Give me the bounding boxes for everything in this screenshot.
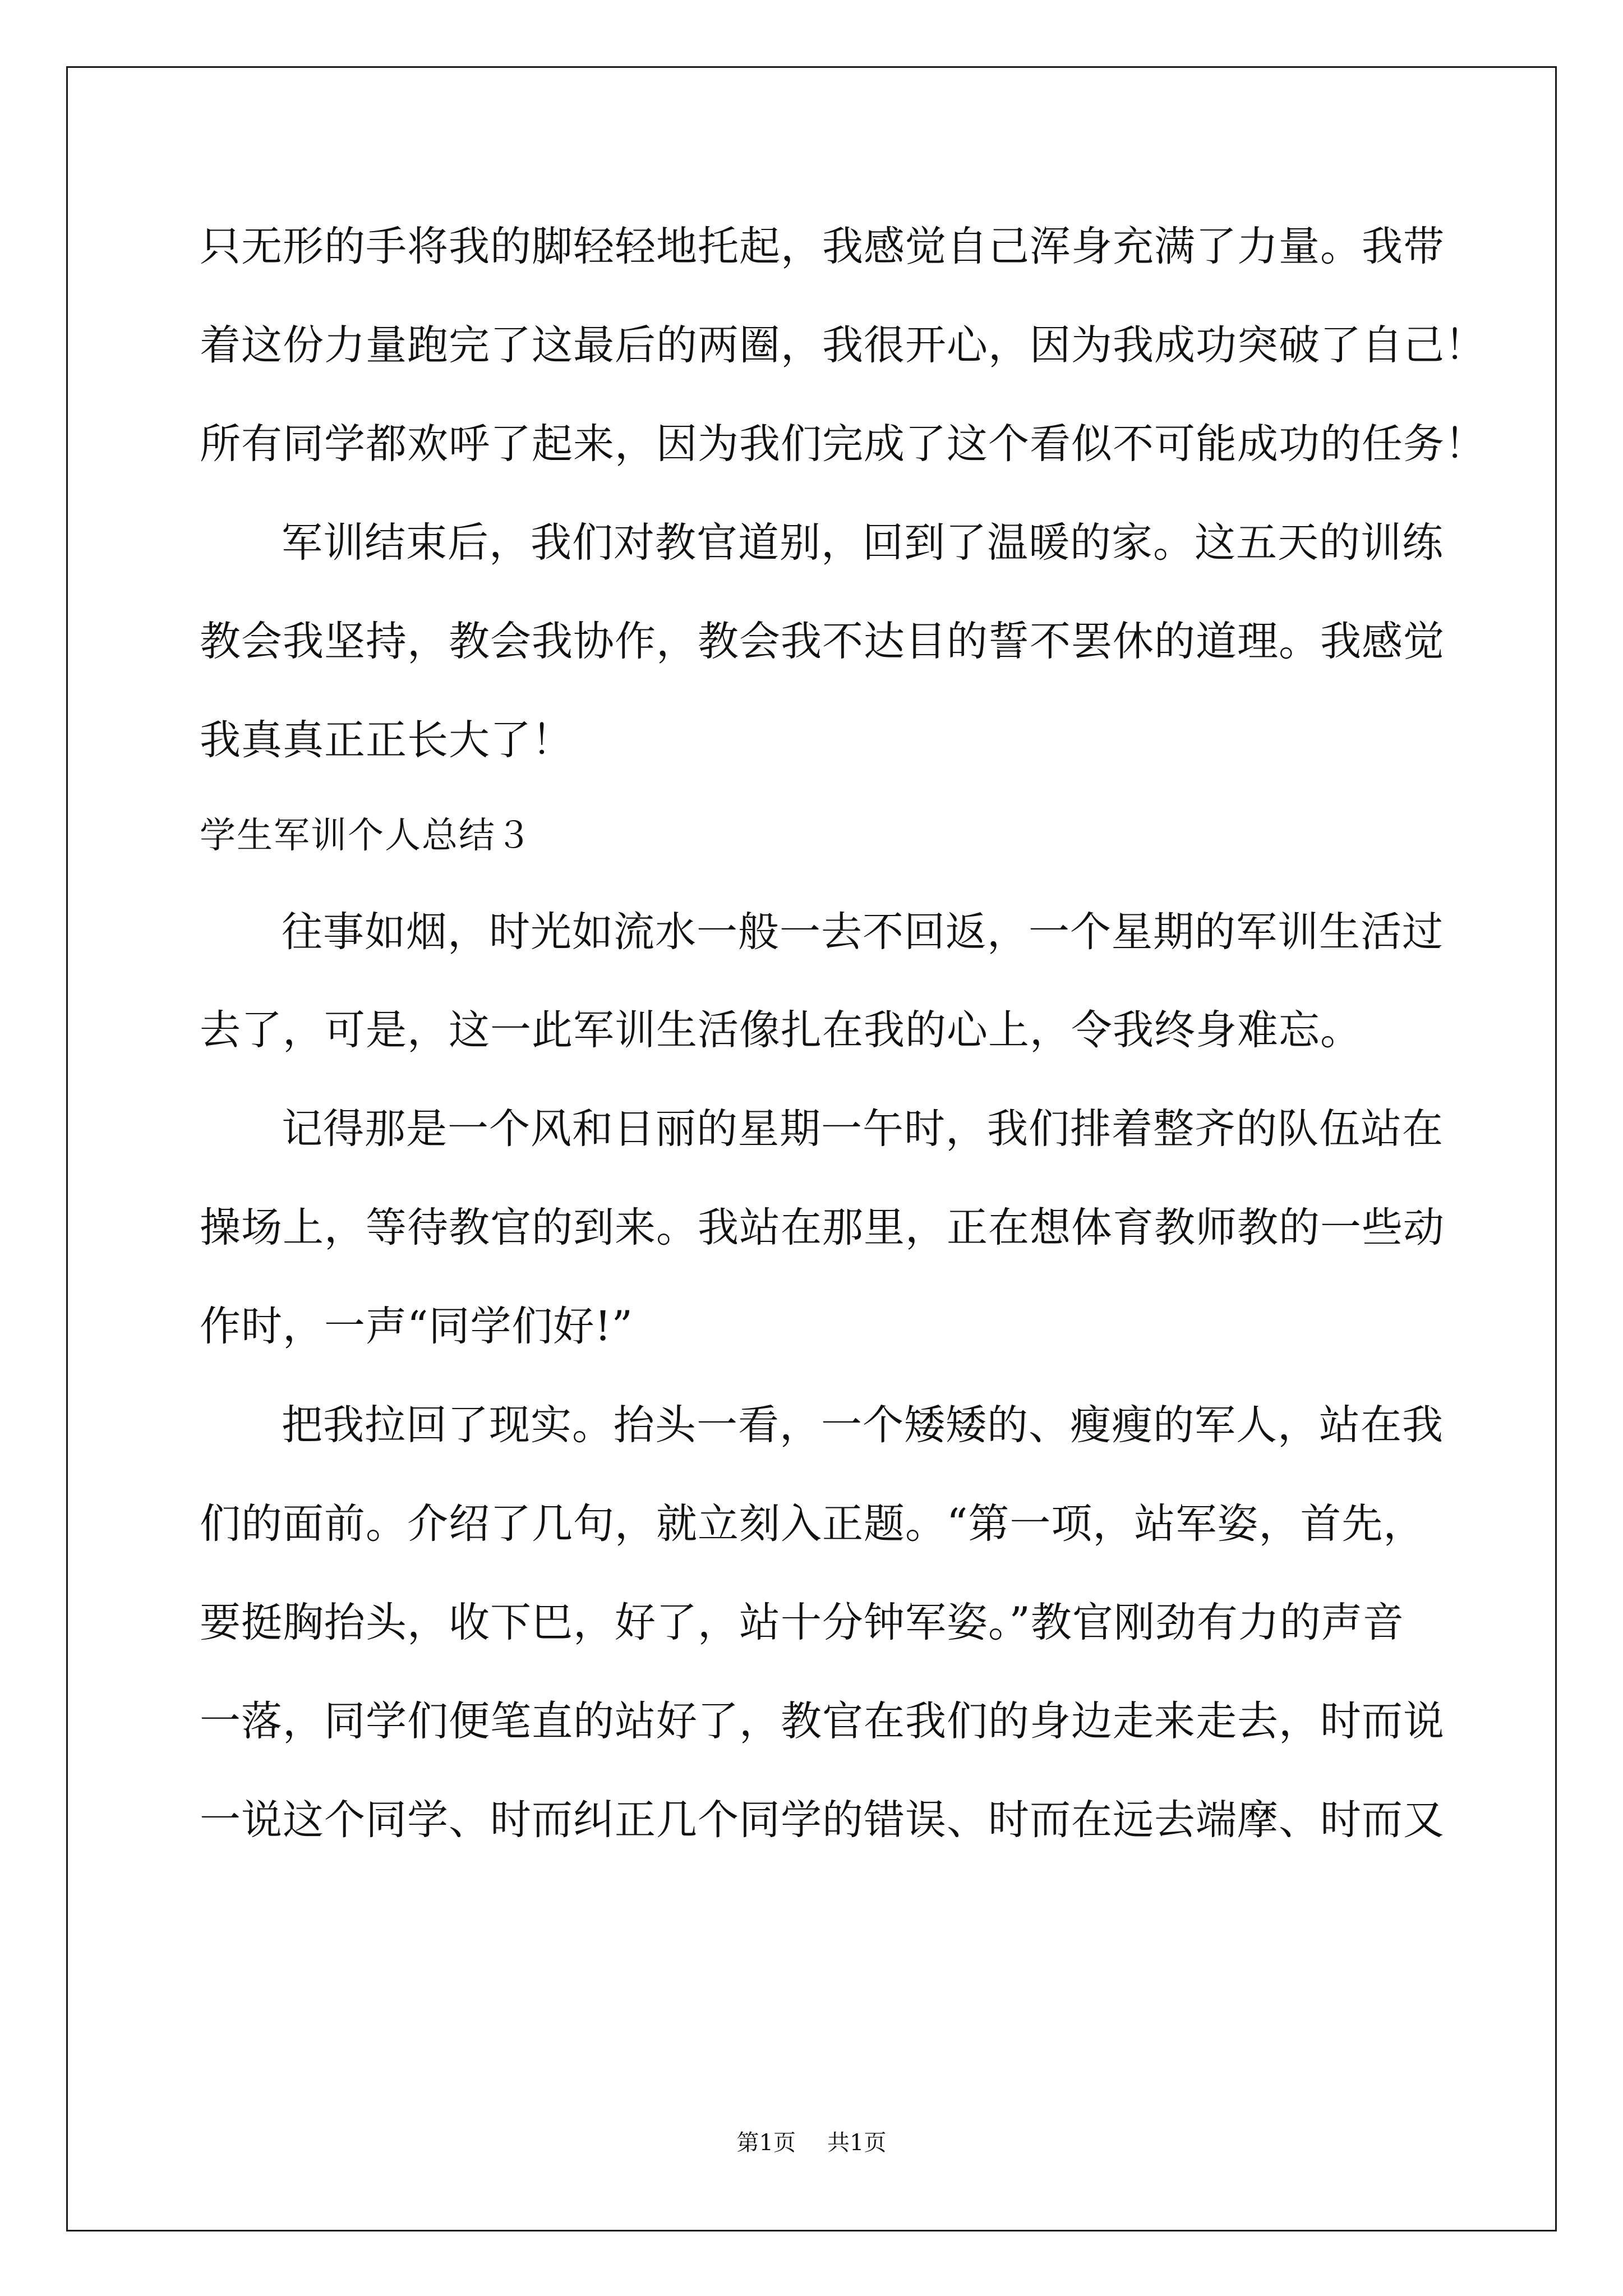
page-footer: [0, 2129, 1623, 2157]
body-line: 去了，可是，这一此军训生活像扎在我的心上，令我终身难忘。: [200, 1006, 1362, 1054]
body-line: 作时，一声“同学们好!”: [200, 1303, 633, 1350]
body-line: 只无形的手将我的脚轻轻地托起，我感觉自己浑身充满了力量。我带: [200, 223, 1445, 270]
section-heading: 学生军训个人总结３: [200, 815, 533, 857]
body-line: 操场上，等待教官的到来。我站在那里，正在想体育教师教的一些动: [200, 1204, 1445, 1251]
body-line: 着这份力量跑完了这最后的两圈，我很开心，因为我成功突破了自己！: [200, 321, 1486, 369]
body-line: 一说这个同学、时而纠正几个同学的错误、时而在远去端摩、时而又: [200, 1796, 1445, 1844]
body-line: 教会我坚持，教会我协作，教会我不达目的誓不罢休的道理。我感觉: [200, 618, 1445, 665]
paragraph-start-line: 把我拉回了现实。抬头一看，一个矮矮的、瘦瘦的军人，站在我: [282, 1401, 1444, 1449]
body-line: 要挺胸抬头，收下巴，好了，站十分钟军姿。”教官刚劲有力的声音: [200, 1599, 1404, 1646]
body-line: 一落，同学们便笔直的站好了，教官在我们的身边走来走去，时而说: [200, 1697, 1445, 1745]
paragraph-start-line: 往事如烟，时光如流水一般一去不回返，一个星期的军训生活过: [282, 908, 1444, 956]
paragraph-start-line: 记得那是一个风和日丽的星期一午时，我们排着整齐的队伍站在: [282, 1105, 1444, 1153]
paragraph-start-line: 军训结束后，我们对教官道别，回到了温暖的家。这五天的训练: [282, 519, 1444, 567]
page-number-current: 第1页: [736, 2130, 796, 2156]
body-line: 所有同学都欢呼了起来，因为我们完成了这个看似不可能成功的任务！: [200, 420, 1486, 468]
body-line: 我真真正正长大了！: [200, 716, 573, 764]
body-line: 们的面前。介绍了几句，就立刻入正题。“第一项，站军姿，首先，: [200, 1500, 1425, 1548]
page-number-total: 共1页: [827, 2130, 887, 2156]
